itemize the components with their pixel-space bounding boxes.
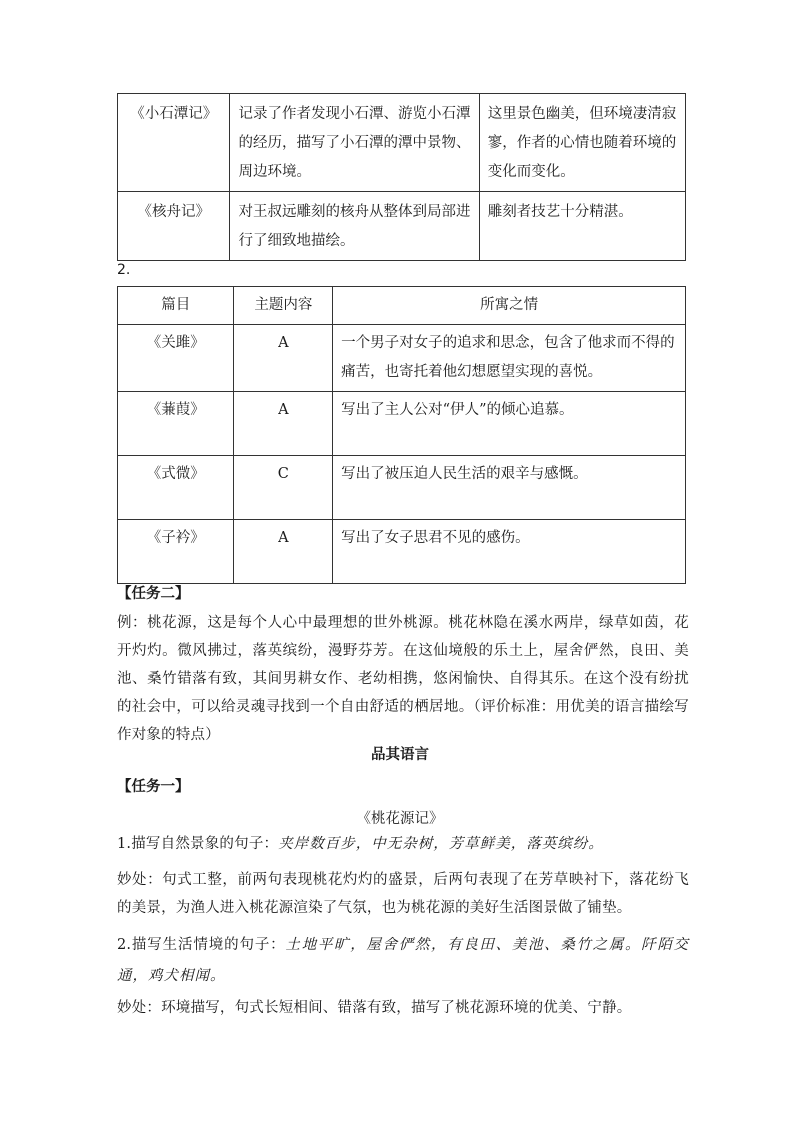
poems-table: [117, 286, 686, 584]
table-cell-title: 《关雎》: [118, 325, 234, 392]
table-cell-content: 记录了作者发现小石潭、游览小石潭的经历，描写了小石潭的潭中景物、周边环境。: [230, 94, 479, 192]
table-cell-feeling: 写出了被压迫人民生活的艰辛与感慨。: [333, 456, 686, 520]
item2-quote: 土地平旷，屋舍俨然，有良田、美池、桑竹之属。阡陌交通，鸡犬相闻。: [117, 937, 689, 984]
item1-sentence: [117, 830, 689, 858]
table-row: [118, 456, 686, 520]
table-header: 篇目: [118, 287, 234, 325]
task1-heading: 【任务一】: [117, 779, 190, 795]
section-number: 2.: [117, 262, 131, 278]
item1-effect: 妙处：句式工整，前两句表现桃花灼灼的盛景，后两句表现了在芳草映衬下，落花纷飞的美景，为渔人进入桃花源渲染了气氛，也为桃花源的美好生活图景做了铺垫。: [117, 872, 689, 916]
table-cell-content: 对王叔远雕刻的核舟从整体到局部进行了细致地描绘。: [230, 192, 479, 261]
works-summary-table: [117, 93, 686, 261]
table-cell-theme: C: [234, 456, 333, 520]
table-cell-title: 《核舟记》: [118, 192, 230, 261]
table-cell-theme: A: [234, 392, 333, 456]
table-cell-title: 《子衿》: [118, 520, 234, 584]
item2-effect: 妙处：环境描写，句式长短相间、错落有致，描写了桃花源环境的优美、宁静。: [117, 1000, 632, 1016]
table-cell-feeling: 写出了女子思君不见的感伤。: [333, 520, 686, 584]
section-title: 品其语言: [371, 747, 429, 763]
item2-label: 2.描写生活情境的句子：: [117, 937, 286, 953]
table-cell-title: 《蒹葭》: [118, 392, 234, 456]
table-cell-feeling: 这里景色幽美，但环境凄清寂寥，作者的心情也随着环境的变化而变化。: [479, 94, 685, 192]
table-header: 所寓之情: [333, 287, 686, 325]
table-cell-theme: A: [234, 325, 333, 392]
table-cell-feeling: 写出了主人公对“伊人”的倾心追慕。: [333, 392, 686, 456]
table-header-row: [118, 287, 686, 325]
table-row: [118, 192, 686, 261]
table-row: [118, 520, 686, 584]
table-cell-theme: A: [234, 520, 333, 584]
item1-label: 1.描写自然景象的句子：: [117, 836, 279, 852]
item2-sentence: [117, 930, 689, 992]
task1-subtitle: 《桃花源记》: [356, 811, 444, 827]
task2-heading: 【任务二】: [117, 586, 190, 602]
task2-paragraph: 例：桃花源，这是每个人心中最理想的世外桃源。桃花林隐在溪水两岸，绿草如茵，花开灼灼。微风拂过，落英缤纷，漫野芬芳。在这仙境般的乐土上，屋舍俨然，良田、美池、桑竹错落有致，其间男耕女作、老幼相携，悠闲愉快、自得其乐。在这个没有纷扰的社会中，可以给灵魂寻找到一个自由舒适的栖居地。（评价标准：用优美的语言描绘写作对象的特点）: [117, 615, 689, 743]
table-cell-title: 《式微》: [118, 456, 234, 520]
table-header: 主题内容: [234, 287, 333, 325]
table-row: [118, 325, 686, 392]
table-cell-feeling: 雕刻者技艺十分精湛。: [479, 192, 685, 261]
table-row: [118, 392, 686, 456]
item1-quote: 夹岸数百步，中无杂树，芳草鲜美，落英缤纷。: [278, 836, 604, 852]
table-cell-title: 《小石潭记》: [118, 94, 230, 192]
table-cell-feeling: 一个男子对女子的追求和思念，包含了他求而不得的痛苦，也寄托着他幻想愿望实现的喜悦。: [333, 325, 686, 392]
table-row: [118, 94, 686, 192]
